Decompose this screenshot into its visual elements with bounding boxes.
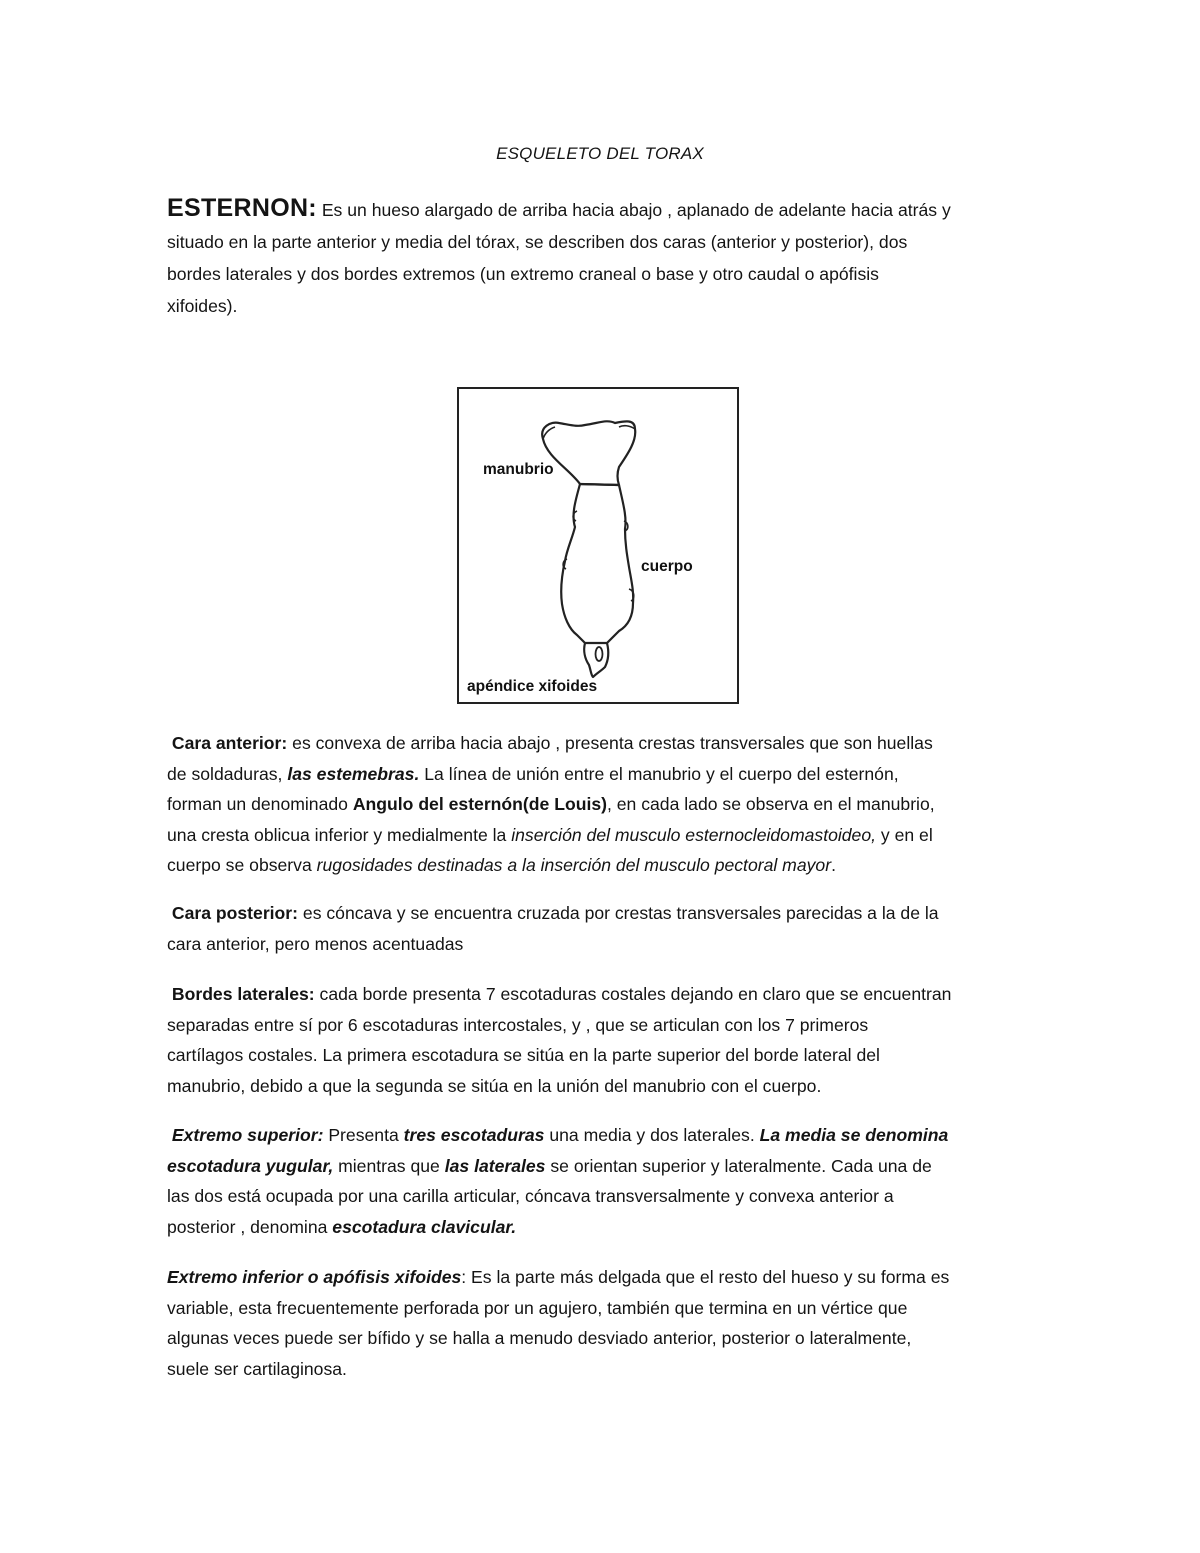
esternon-heading: ESTERNON: xyxy=(167,194,317,222)
sternum-figure xyxy=(457,387,739,704)
extremo-superior-label: Extremo superior: xyxy=(171,1125,324,1145)
cara-anterior-label: Cara anterior: xyxy=(171,733,288,753)
sternum-diagram xyxy=(459,389,737,702)
intro-paragraph: ESTERNON: Es un hueso alargado de arriba hacia abajo , aplanado de adelante hacia atrás y situado en la parte anterior y media del tórax, se describen dos caras (anterior y posterior), dos bordes laterales y dos bordes extremos (un extremo craneal o base y otro caudal o apófisis xifoides). xyxy=(167,194,951,316)
cuerpo-shape xyxy=(561,484,633,643)
label-apendice-xifoides: apéndice xifoides xyxy=(467,678,598,695)
manubrio-shape xyxy=(542,421,635,485)
label-cuerpo: cuerpo xyxy=(641,558,693,575)
extremo-superior-paragraph: Extremo superior: Presenta tres escotaduras una media y dos laterales. La media se denomina escotadura yugular, mientras que las laterales se orientan superior y lateralmente. Cada una de las dos está ocupada por una carilla articular, cóncava transversalmente y convexa anterior a posterior , denomina escotadura clavicular. xyxy=(167,1125,949,1237)
cara-posterior-label: Cara posterior: xyxy=(171,903,299,923)
label-manubrio: manubrio xyxy=(483,461,554,478)
extremo-inferior-label: Extremo inferior o apófisis xifoides xyxy=(167,1267,462,1287)
bordes-laterales-paragraph: Bordes laterales: cada borde presenta 7 escotaduras costales dejando en claro que se encuentran separadas entre sí por 6 escotaduras intercostales, y , que se articulan con los 7 primeros cartílagos costales. La primera escotadura se sitúa en la parte superior del borde lateral del manubrio, debido a que la segunda se sitúa en la unión del manubrio con el cuerpo. xyxy=(167,984,952,1096)
cara-anterior-paragraph: Cara anterior: es convexa de arriba hacia abajo , presenta crestas transversales que son huellas de soldaduras, las estemebras. La línea de unión entre el manubrio y el cuerpo del esternón, forman un denominado Angulo del esternón(de Louis), en cada lado se observa en el manubrio, una cresta oblicua inferior y medialmente la inserción del musculo esternocleidomastoideo, y en el cuerpo se observa rugosidades destinadas a la inserción del musculo pectoral mayor. xyxy=(167,733,935,875)
cara-posterior-paragraph: Cara posterior: es cóncava y se encuentra cruzada por crestas transversales parecidas a la de la cara anterior, pero menos acentuadas xyxy=(167,903,939,954)
document-title: ESQUELETO DEL TORAX xyxy=(496,144,704,163)
bordes-laterales-label: Bordes laterales: xyxy=(171,984,315,1004)
extremo-inferior-paragraph: Extremo inferior o apófisis xifoides: Es la parte más delgada que el resto del hueso y su forma es variable, esta frecuentemente perforada por un agujero, también que termina en un vértice que algunas veces puede ser bífido y se halla a menudo desviado anterior, posterior o lateralmente, suele ser cartilaginosa. xyxy=(167,1267,950,1379)
